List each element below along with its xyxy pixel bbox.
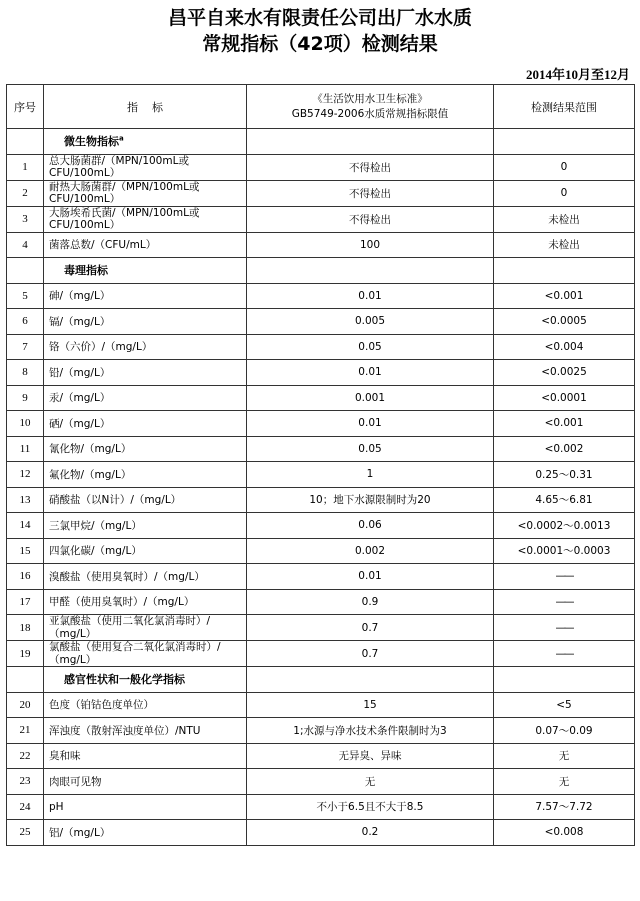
row-number: 9 <box>7 385 44 411</box>
report-period: 2014年10月至12月 <box>525 67 630 82</box>
section-limit-cell <box>247 258 494 284</box>
row-indicator: 色度（铂钴色度单位） <box>44 692 247 718</box>
row-number: 24 <box>7 794 44 820</box>
row-result: —— <box>494 564 635 590</box>
table-row <box>7 436 635 462</box>
row-number: 7 <box>7 334 44 360</box>
row-indicator: 溴酸盐（使用臭氧时）/（mg/L） <box>44 564 247 590</box>
table-header <box>7 85 635 129</box>
row-limit: 0.2 <box>247 820 494 846</box>
row-limit: 不得检出 <box>247 206 494 232</box>
table-row <box>7 615 635 641</box>
table-row <box>7 538 635 564</box>
row-indicator: 氯酸盐（使用复合二氧化氯消毒时）/（mg/L） <box>44 641 247 667</box>
row-result: <0.0002～0.0013 <box>494 513 635 539</box>
row-number: 25 <box>7 820 44 846</box>
row-indicator: 耐热大肠菌群/（MPN/100mL或CFU/100mL） <box>44 180 247 206</box>
section-no-cell <box>7 258 44 284</box>
row-result: <0.001 <box>494 411 635 437</box>
row-indicator: 氰化物/（mg/L） <box>44 436 247 462</box>
row-limit: 0.05 <box>247 436 494 462</box>
section-title-sup: a <box>119 134 124 143</box>
table-row <box>7 589 635 615</box>
header-result: 检测结果范围 <box>494 85 635 129</box>
row-limit: 0.001 <box>247 385 494 411</box>
row-limit: 0.05 <box>247 334 494 360</box>
report-title: 昌平自来水有限责任公司出厂水水质 <box>167 7 472 29</box>
section-limit-cell <box>247 667 494 693</box>
table-row <box>7 154 635 180</box>
row-number: 3 <box>7 206 44 232</box>
table-row <box>7 360 635 386</box>
header-no: 序号 <box>7 85 44 129</box>
table-row <box>7 180 635 206</box>
row-number: 16 <box>7 564 44 590</box>
row-result: 0 <box>494 154 635 180</box>
table-row <box>7 794 635 820</box>
row-number: 1 <box>7 154 44 180</box>
section-row <box>7 258 635 284</box>
row-indicator: 菌落总数/（CFU/mL） <box>44 232 247 258</box>
row-indicator: 大肠埃希氏菌/（MPN/100mL或CFU/100mL） <box>44 206 247 232</box>
row-result: <0.002 <box>494 436 635 462</box>
table-row <box>7 334 635 360</box>
row-limit: 0.002 <box>247 538 494 564</box>
row-limit: 不得检出 <box>247 154 494 180</box>
section-row <box>7 667 635 693</box>
row-indicator: 亚氯酸盐（使用二氧化氯消毒时）/（mg/L） <box>44 615 247 641</box>
row-limit: 0.005 <box>247 309 494 335</box>
row-limit: 0.7 <box>247 641 494 667</box>
row-number: 22 <box>7 743 44 769</box>
section-title-text: 毒理指标 <box>64 264 108 278</box>
table-row <box>7 769 635 795</box>
section-no-cell <box>7 667 44 693</box>
row-result: <0.0001 <box>494 385 635 411</box>
row-limit: 10；地下水源限制时为20 <box>247 487 494 513</box>
row-number: 21 <box>7 718 44 744</box>
row-indicator: 臭和味 <box>44 743 247 769</box>
header-indicator: 指 标 <box>44 85 247 129</box>
header-standard-line1: 《生活饮用水卫生标准》 <box>312 92 428 105</box>
row-number: 5 <box>7 283 44 309</box>
table-row <box>7 718 635 744</box>
row-number: 19 <box>7 641 44 667</box>
row-result: —— <box>494 641 635 667</box>
row-limit: 1;水源与净水技术条件限制时为3 <box>247 718 494 744</box>
row-number: 18 <box>7 615 44 641</box>
table-row <box>7 411 635 437</box>
row-indicator: 镉/（mg/L） <box>44 309 247 335</box>
row-indicator: 铝/（mg/L） <box>44 820 247 846</box>
row-indicator: 铬（六价）/（mg/L） <box>44 334 247 360</box>
row-result: 4.65～6.81 <box>494 487 635 513</box>
section-result-cell <box>494 667 635 693</box>
row-result: 无 <box>494 743 635 769</box>
table-row <box>7 820 635 846</box>
row-number: 17 <box>7 589 44 615</box>
row-limit: 0.06 <box>247 513 494 539</box>
section-title <box>44 129 247 155</box>
table-row <box>7 692 635 718</box>
row-indicator: 三氯甲烷/（mg/L） <box>44 513 247 539</box>
table-row <box>7 385 635 411</box>
water-quality-table <box>6 84 635 846</box>
row-result: 未检出 <box>494 206 635 232</box>
table-row <box>7 564 635 590</box>
row-result: 7.57～7.72 <box>494 794 635 820</box>
table-row <box>7 487 635 513</box>
row-result: —— <box>494 615 635 641</box>
row-result: <0.0025 <box>494 360 635 386</box>
header-standard <box>247 85 494 129</box>
row-indicator: 肉眼可见物 <box>44 769 247 795</box>
section-title <box>44 667 247 693</box>
row-indicator: 氟化物/（mg/L） <box>44 462 247 488</box>
row-limit: 0.01 <box>247 283 494 309</box>
row-number: 6 <box>7 309 44 335</box>
row-indicator: 铅/（mg/L） <box>44 360 247 386</box>
row-result: 未检出 <box>494 232 635 258</box>
row-limit: 无异臭、异味 <box>247 743 494 769</box>
table-row <box>7 513 635 539</box>
row-result: <0.008 <box>494 820 635 846</box>
row-number: 2 <box>7 180 44 206</box>
row-number: 15 <box>7 538 44 564</box>
row-number: 12 <box>7 462 44 488</box>
row-number: 14 <box>7 513 44 539</box>
row-number: 20 <box>7 692 44 718</box>
row-limit: 1 <box>247 462 494 488</box>
row-number: 13 <box>7 487 44 513</box>
row-result: <0.004 <box>494 334 635 360</box>
row-limit: 15 <box>247 692 494 718</box>
row-number: 8 <box>7 360 44 386</box>
row-limit: 不小于6.5且不大于8.5 <box>247 794 494 820</box>
row-limit: 不得检出 <box>247 180 494 206</box>
row-indicator: 浑浊度（散射浑浊度单位）/NTU <box>44 718 247 744</box>
row-result: <0.0005 <box>494 309 635 335</box>
section-row <box>7 129 635 155</box>
table-row <box>7 232 635 258</box>
row-indicator: 硒/（mg/L） <box>44 411 247 437</box>
row-result: <5 <box>494 692 635 718</box>
row-result: <0.0001～0.0003 <box>494 538 635 564</box>
row-limit: 0.01 <box>247 564 494 590</box>
table-row <box>7 641 635 667</box>
table-row <box>7 309 635 335</box>
row-result: 0.25～0.31 <box>494 462 635 488</box>
row-result: 无 <box>494 769 635 795</box>
row-limit: 0.9 <box>247 589 494 615</box>
row-indicator: 砷/（mg/L） <box>44 283 247 309</box>
report-subtitle: 常规指标（42项）检测结果 <box>202 33 438 55</box>
row-result: 0 <box>494 180 635 206</box>
section-limit-cell <box>247 129 494 155</box>
row-indicator: 硝酸盐（以N计）/（mg/L） <box>44 487 247 513</box>
row-limit: 无 <box>247 769 494 795</box>
row-number: 4 <box>7 232 44 258</box>
row-indicator: 甲醛（使用臭氧时）/（mg/L） <box>44 589 247 615</box>
section-result-cell <box>494 129 635 155</box>
section-no-cell <box>7 129 44 155</box>
row-number: 11 <box>7 436 44 462</box>
row-indicator: pH <box>44 794 247 820</box>
row-indicator: 四氯化碳/（mg/L） <box>44 538 247 564</box>
row-indicator: 总大肠菌群/（MPN/100mL或CFU/100mL） <box>44 154 247 180</box>
table-body <box>7 129 635 846</box>
section-result-cell <box>494 258 635 284</box>
row-result: 0.07～0.09 <box>494 718 635 744</box>
section-title-text: 微生物指标 <box>64 135 119 149</box>
row-limit: 0.7 <box>247 615 494 641</box>
table-row <box>7 283 635 309</box>
row-result: —— <box>494 589 635 615</box>
row-number: 23 <box>7 769 44 795</box>
section-title-text: 感官性状和一般化学指标 <box>64 673 185 687</box>
table-row <box>7 743 635 769</box>
row-limit: 0.01 <box>247 360 494 386</box>
row-result: <0.001 <box>494 283 635 309</box>
header-standard-line2: GB5749-2006水质常规指标限值 <box>291 107 449 120</box>
row-number: 10 <box>7 411 44 437</box>
row-indicator: 汞/（mg/L） <box>44 385 247 411</box>
table-row <box>7 462 635 488</box>
row-limit: 0.01 <box>247 411 494 437</box>
table-row <box>7 206 635 232</box>
row-limit: 100 <box>247 232 494 258</box>
section-title <box>44 258 247 284</box>
